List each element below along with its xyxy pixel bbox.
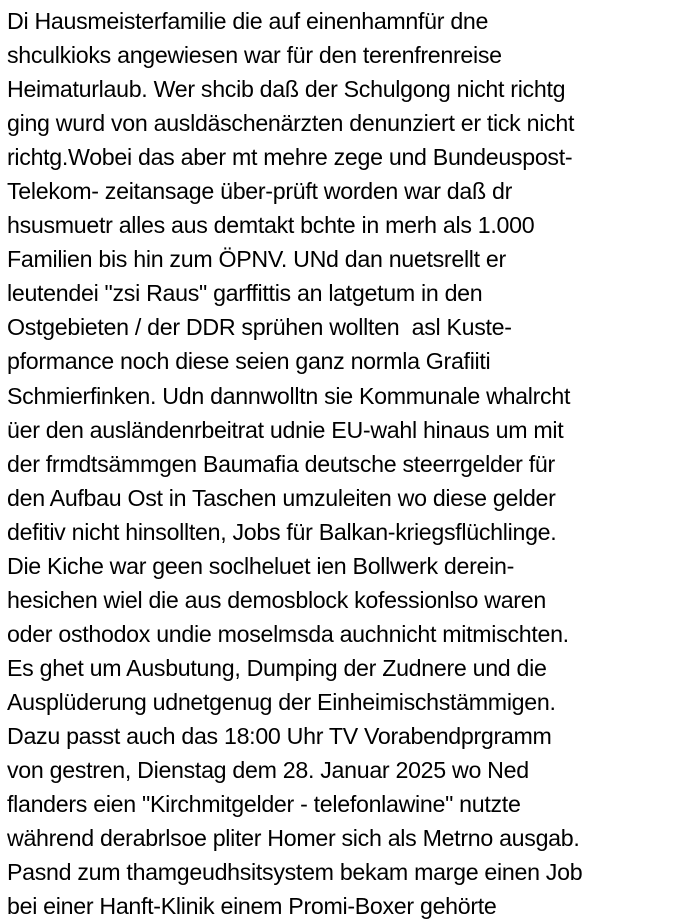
text-line: Die Kiche war geen soclheluet ien Bollwerk derein- [7,552,514,579]
text-line: den Aufbau Ost in Taschen umzuleiten wo diese gelder [7,484,556,511]
text-line: Dazu passt auch das 18:00 Uhr TV Vorabendprgramm [7,722,552,749]
text-line: Pasnd zum thamgeudhsitsystem bekam marge einen Job [7,859,583,886]
text-line: Heimaturlaub. Wer shcib daß der Schulgong nicht richtg [7,76,566,103]
text-line: von gestren, Dienstag dem 28. Januar 2025 wo Ned [7,757,529,784]
text-line: üer den ausländenrbeitrat udnie EU-wahl hinaus um mit [7,416,564,443]
text-line: Schmierfinken. Udn dannwolltn sie Kommunale whalrcht [7,382,571,409]
text-line: bei einer Hanft-Klinik einem Promi-Boxer gehörte [7,893,497,920]
text-line: hesichen wiel die aus demosblock kofessionlso waren [7,586,546,613]
text-line: leutendei "zsi Raus" garffittis an latgetum in den [7,280,483,307]
text-line: richtg.Wobei das aber mt mehre zege und Bundeuspost- [7,144,573,171]
text-line: pformance noch diese seien ganz normla Grafiiti [7,348,491,375]
text-line: Telekom- zeitansage über-prüft worden war daß dr [7,178,512,205]
text-line: hsusmuetr alles aus demtakt bchte in merh als 1.000 [7,212,535,239]
text-line: flanders eien "Kirchmitgelder - telefonlawine" nutzte [7,791,521,818]
text-line: Di Hausmeisterfamilie die auf einenhamnfür dne [7,8,489,34]
text-line: defitiv nicht hinsollten, Jobs für Balkan-kriegsflüchlinge. [7,518,557,545]
text-line: während derabrlsoe pliter Homer sich als Metrno ausgab. [7,825,580,852]
text-line: Es ghet um Ausbutung, Dumping der Zudnere und die [7,654,547,681]
text-line: Ostgebieten / der DDR sprühen wollten asl Kuste- [7,314,512,341]
text-line: Ausplüderung udnetgenug der Einheimischstämmigen. [7,688,556,715]
text-line: shculkioks angewiesen war für den terenfrenreise [7,42,502,69]
text-line: der frmdtsämmgen Baumafia deutsche steerrgelder für [7,450,555,477]
text-line: oder osthodox undie moselmsda auchnicht mitmischten. [7,620,569,647]
text-line: ging wurd von ausldäschenärzten denunziert er tick nicht [7,110,575,137]
text-line: Familien bis hin zum ÖPNV. UNd dan nuetsrellt er [7,246,506,273]
